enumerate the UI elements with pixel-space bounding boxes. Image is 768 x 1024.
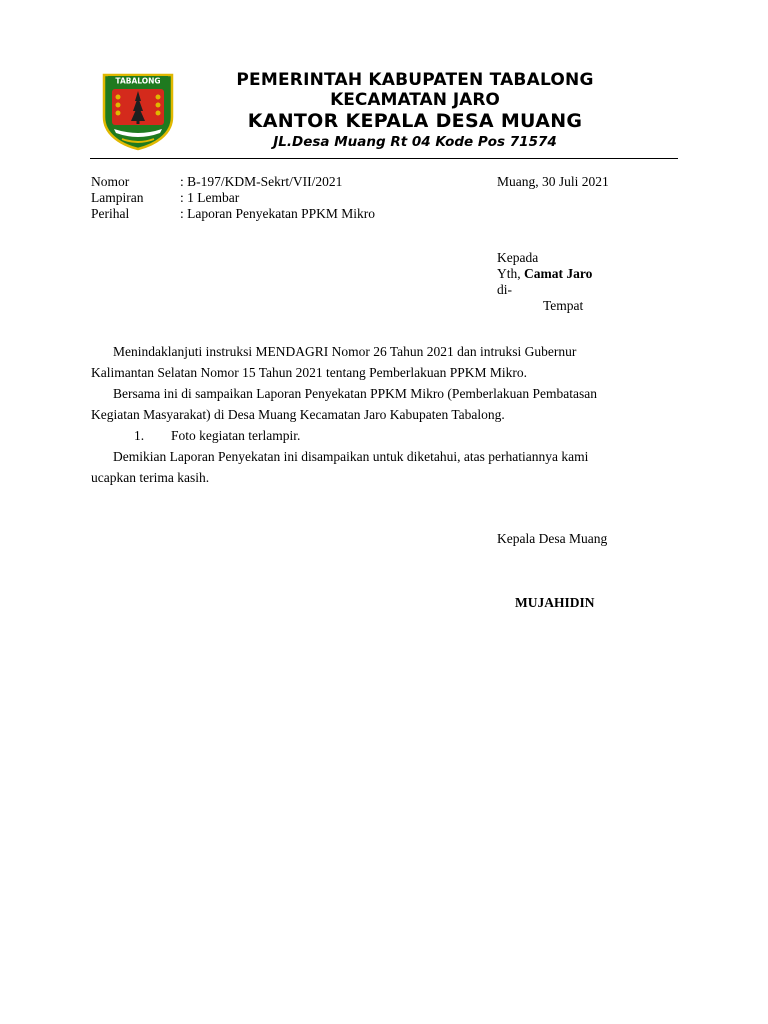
addressee-recipient: Camat Jaro bbox=[524, 266, 593, 281]
meta-label: Nomor bbox=[91, 174, 130, 189]
list-item-number: 1. bbox=[134, 428, 145, 443]
addressee-kepada: Kepada bbox=[497, 250, 539, 265]
meta-row-lampiran bbox=[91, 190, 375, 206]
addressee-tempat: Tempat bbox=[543, 298, 584, 313]
paragraph-3-line-2: ucapkan terima kasih. bbox=[91, 470, 210, 485]
list-item bbox=[91, 425, 671, 446]
list-item-text: Foto kegiatan terlampir. bbox=[171, 428, 301, 443]
signer-name: MUJAHIDIN bbox=[515, 595, 595, 610]
tabalong-regency-logo bbox=[102, 73, 174, 151]
meta-row-perihal bbox=[91, 206, 375, 222]
meta-value: : Laporan Penyekatan PPKM Mikro bbox=[180, 206, 375, 221]
addressee-di: di- bbox=[497, 282, 512, 297]
meta-row-nomor bbox=[91, 174, 375, 190]
letter-body bbox=[91, 341, 671, 488]
meta-value: : 1 Lembar bbox=[180, 190, 240, 205]
letterhead-divider bbox=[90, 158, 678, 159]
paragraph-2-line-1: Bersama ini di sampaikan Laporan Penyekatan PPKM Mikro (Pemberlakuan Pembatasan bbox=[113, 386, 598, 401]
addressee bbox=[497, 250, 592, 314]
letterhead-address: JL.Desa Muang Rt 04 Kode Pos 71574 bbox=[273, 134, 557, 150]
letterhead-office: KANTOR KEPALA DESA MUANG bbox=[247, 110, 583, 132]
letter-date: Muang, 30 Juli 2021 bbox=[497, 174, 609, 189]
letter-meta bbox=[91, 174, 375, 222]
letterhead-district: KECAMATAN JARO bbox=[330, 90, 500, 110]
paragraph-1-line-1: Menindaklanjuti instruksi MENDAGRI Nomor 26 Tahun 2021 dan intruksi Gubernur bbox=[113, 344, 577, 359]
paragraph-3-line-1: Demikian Laporan Penyekatan ini disampaikan untuk diketahui, atas perhatiannya kami bbox=[113, 449, 589, 464]
meta-label: Perihal bbox=[91, 206, 130, 221]
signature-title: Kepala Desa Muang bbox=[497, 531, 608, 546]
letterhead bbox=[190, 70, 640, 151]
paragraph-2-line-2: Kegiatan Masyarakat) di Desa Muang Kecamatan Jaro Kabupaten Tabalong. bbox=[91, 407, 505, 422]
letterhead-government: PEMERINTAH KABUPATEN TABALONG bbox=[236, 70, 594, 90]
svg-text:TABALONG: TABALONG bbox=[115, 76, 161, 86]
addressee-yth: Yth, Camat Jaro bbox=[497, 266, 593, 281]
meta-value: : B-197/KDM-Sekrt/VII/2021 bbox=[180, 174, 343, 189]
meta-label: Lampiran bbox=[91, 190, 144, 205]
paragraph-1-line-2: Kalimantan Selatan Nomor 15 Tahun 2021 tentang Pemberlakuan PPKM Mikro. bbox=[91, 365, 527, 380]
